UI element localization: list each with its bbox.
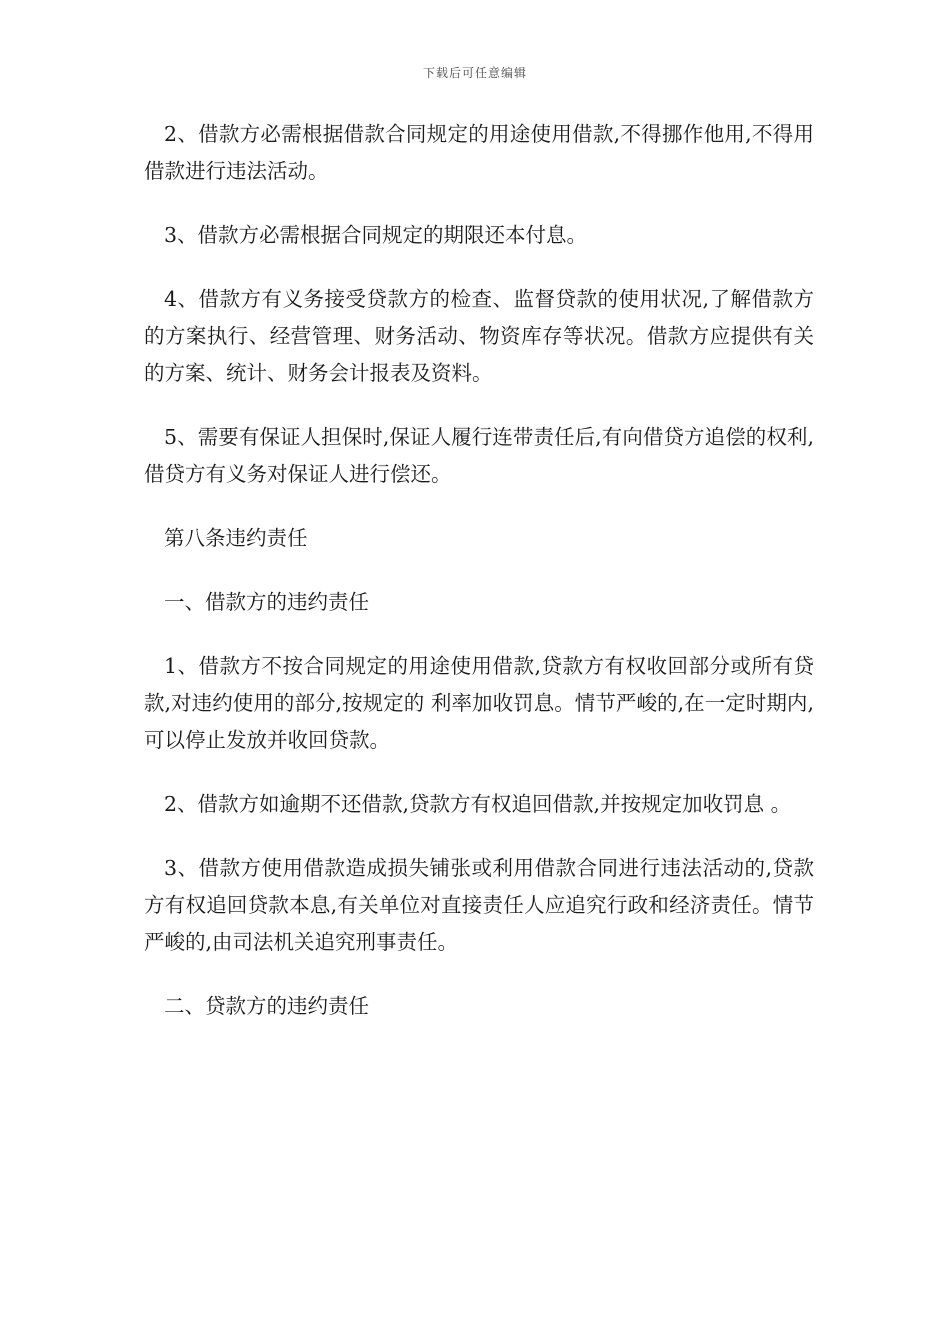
section-heading: 一、借款方的违约责任 bbox=[164, 590, 369, 614]
section-heading: 二、贷款方的违约责任 bbox=[164, 994, 369, 1018]
clause-paragraph: 2、借款方如逾期不还借款,贷款方有权追回借款,并按规定加收罚息 。 bbox=[164, 792, 792, 816]
article-heading: 第八条违约责任 bbox=[164, 526, 308, 550]
clause-paragraph: 5、需要有保证人担保时,保证人履行连带责任后,有向借贷方追偿的权利,借贷方有义务对保证人进行偿还。 bbox=[144, 425, 814, 486]
document-body bbox=[144, 116, 814, 1052]
clause-paragraph: 3、借款方必需根据合同规定的期限还本付息。 bbox=[164, 223, 588, 247]
clause-paragraph: 2、借款方必需根据借款合同规定的用途使用借款,不得挪作他用,不得用借款进行违法活动。 bbox=[144, 122, 814, 183]
clause-paragraph: 1、借款方不按合同规定的用途使用借款,贷款方有权收回部分或所有贷款,对违约使用的部分,按规定的 利率加收罚息。情节严峻的,在一定时期内,可以停止发放并收回贷款。 bbox=[144, 654, 814, 752]
clause-paragraph: 4、借款方有义务接受贷款方的检查、监督贷款的使用状况,了解借款方的方案执行、经营管理、财务活动、物资库存等状况。借款方应提供有关的方案、统计、财务会计报表及资料。 bbox=[144, 287, 814, 385]
clause-paragraph: 3、借款方使用借款造成损失铺张或利用借款合同进行违法活动的,贷款方有权追回贷款本息,有关单位对直接责任人应追究行政和经济责任。情节严峻的,由司法机关追究刑事责任。 bbox=[144, 856, 814, 954]
page-header: 下载后可任意编辑 bbox=[422, 66, 527, 80]
